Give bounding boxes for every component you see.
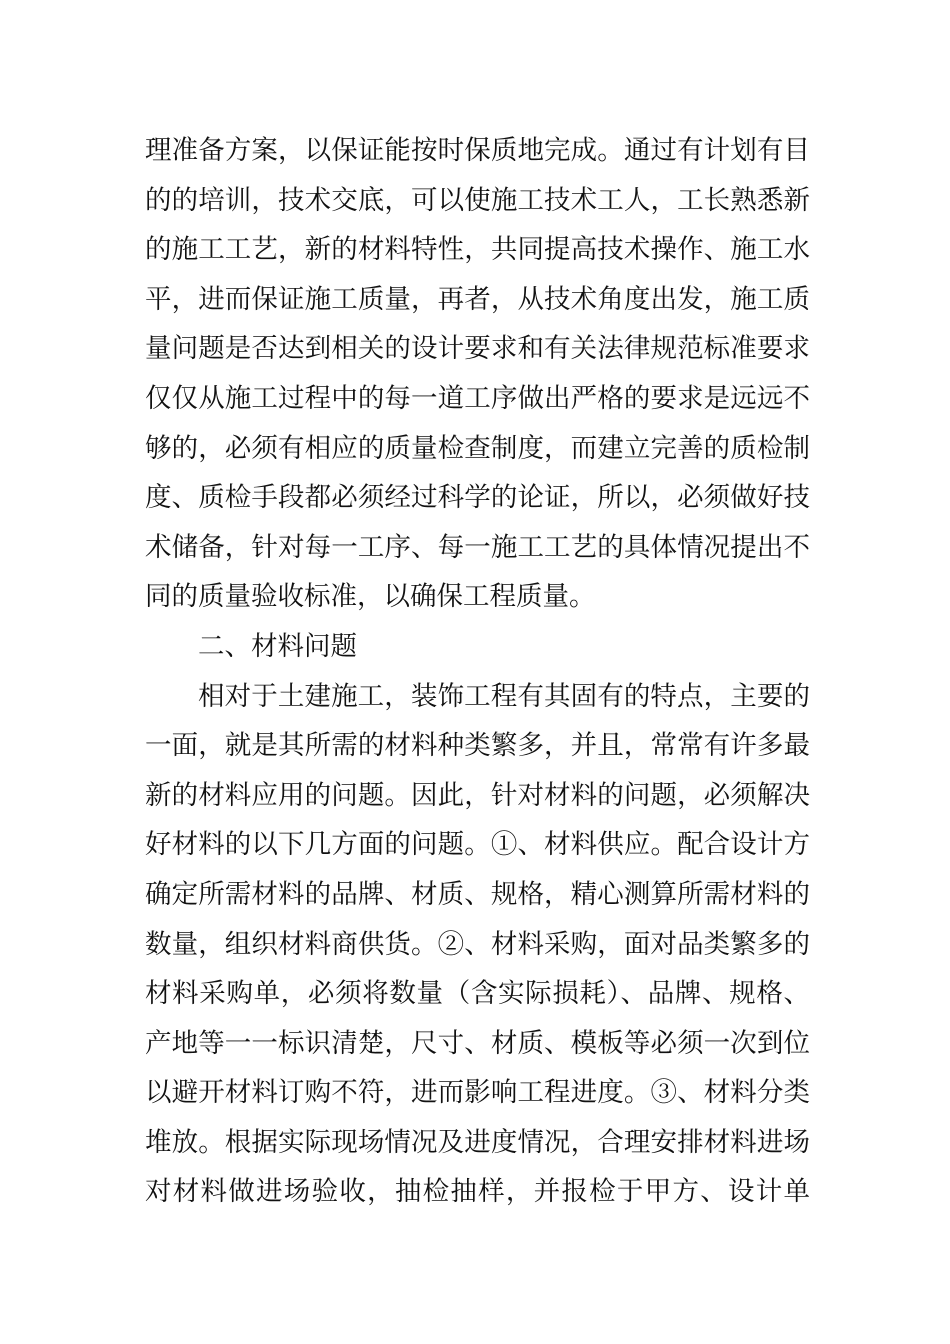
text-line: 以避开材料订购不符，进而影响工程进度。③、材料分类 [145,1077,810,1109]
text-line: 度、质检手段都必须经过科学的论证，所以，必须做好技 [145,482,810,514]
text-line: 产地等一一标识清楚，尺寸、材质、模板等必须一次到位 [145,1027,810,1059]
text-line: 的的培训，技术交底，可以使施工技术工人，工长熟悉新 [145,184,810,216]
text-line: 仅仅从施工过程中的每一道工序做出严格的要求是远远不 [145,382,810,414]
section-heading: 二、材料问题 [198,630,357,662]
text-line: 的施工工艺，新的材料特性，共同提高技术操作、施工水 [145,234,810,266]
text-line: 量问题是否达到相关的设计要求和有关法律规范标准要求 [145,333,810,365]
text-line: 确定所需材料的品牌、材质、规格，精心测算所需材料的 [145,878,810,910]
text-line: 新的材料应用的问题。因此，针对材料的问题，必须解决 [145,779,810,811]
paragraph-first-line: 相对于土建施工，装饰工程有其固有的特点，主要的 [198,680,810,712]
text-line: 理准备方案，以保证能按时保质地完成。通过有计划有目 [145,135,810,166]
text-line: 好材料的以下几方面的问题。①、材料供应。配合设计方 [145,829,810,861]
text-line: 够的，必须有相应的质量检查制度，而建立完善的质检制 [145,432,810,464]
text-line: 对材料做进场验收，抽检抽样，并报检于甲方、设计单 [145,1176,810,1208]
text-line: 材料采购单，必须将数量（含实际损耗）、品牌、规格、 [145,978,810,1010]
text-line: 术储备，针对每一工序、每一施工工艺的具体情况提出不 [145,531,810,563]
text-line: 平，进而保证施工质量，再者，从技术角度出发，施工质 [145,283,810,315]
text-line: 数量，组织材料商供货。②、材料采购，面对品类繁多的 [145,928,810,960]
text-line: 一面，就是其所需的材料种类繁多，并且，常常有许多最 [145,730,810,762]
body-text [145,126,810,1217]
paragraph-end-line: 同的质量验收标准，以确保工程质量。 [145,581,596,613]
text-line: 堆放。根据实际现场情况及进度情况，合理安排材料进场 [145,1126,810,1158]
